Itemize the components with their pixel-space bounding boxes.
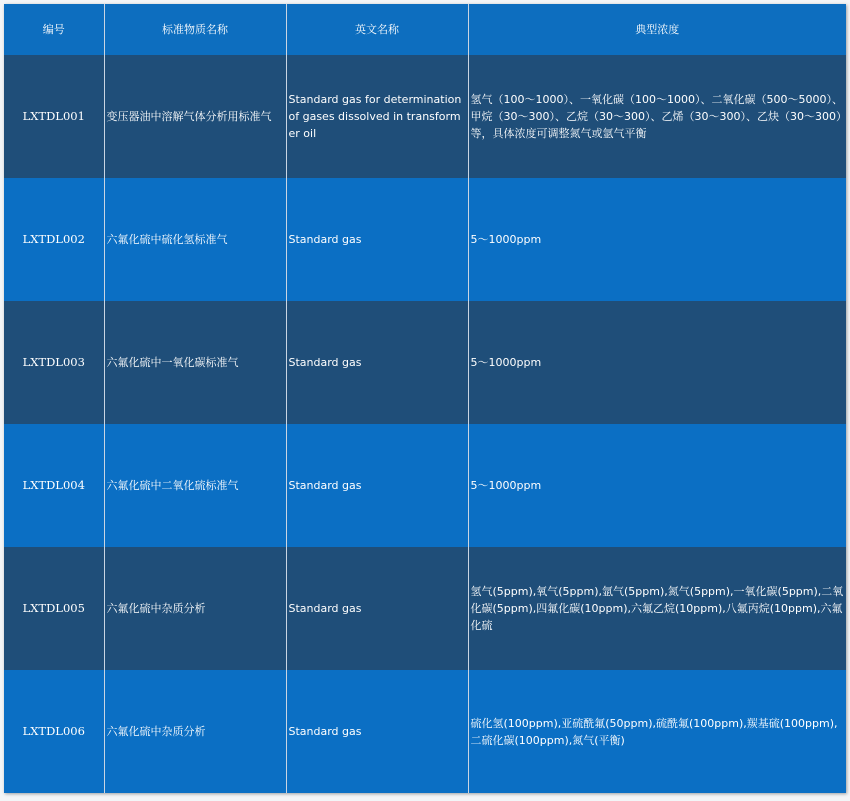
row-concentration: 5～1000ppm bbox=[468, 178, 846, 301]
row-code: LXTDL004 bbox=[4, 424, 104, 547]
row-concentration: 氢气（100～1000）、一氧化碳（100～1000）、二氧化碳（500～5000）、甲烷（30～300）、乙烷（30～300）、乙烯（30～300）、乙炔（30～300）等，具体浓度可调整氮气或氩气平衡 bbox=[468, 55, 846, 178]
row-code: LXTDL001 bbox=[4, 55, 104, 178]
table-row bbox=[4, 424, 846, 547]
row-code: LXTDL006 bbox=[4, 670, 104, 793]
row-name-en: Standard gas bbox=[286, 424, 468, 547]
row-concentration: 硫化氢(100ppm),亚硫酰氟(50ppm),硫酰氟(100ppm),羰基硫(100ppm),二硫化碳(100ppm),氮气(平衡) bbox=[468, 670, 846, 793]
row-concentration: 5～1000ppm bbox=[468, 424, 846, 547]
table-row bbox=[4, 178, 846, 301]
header-concentration: 典型浓度 bbox=[468, 4, 846, 55]
row-concentration: 氢气(5ppm),氧气(5ppm),氩气(5ppm),氮气(5ppm),一氧化碳(5ppm),二氧化碳(5ppm),四氟化碳(10ppm),六氟乙烷(10ppm),八氟丙烷(10ppm),六氟化硫 bbox=[468, 547, 846, 670]
row-name-cn: 六氟化硫中杂质分析 bbox=[104, 670, 286, 793]
row-name-cn: 六氟化硫中硫化氢标准气 bbox=[104, 178, 286, 301]
row-name-cn: 变压器油中溶解气体分析用标准气 bbox=[104, 55, 286, 178]
row-name-cn: 六氟化硫中二氧化硫标准气 bbox=[104, 424, 286, 547]
table-row bbox=[4, 670, 846, 793]
row-name-cn: 六氟化硫中杂质分析 bbox=[104, 547, 286, 670]
row-name-en: Standard gas for determination of gases dissolved in transformer oil bbox=[286, 55, 468, 178]
row-code: LXTDL003 bbox=[4, 301, 104, 424]
row-name-en: Standard gas bbox=[286, 301, 468, 424]
table-row bbox=[4, 55, 846, 178]
row-name-cn: 六氟化硫中一氧化碳标准气 bbox=[104, 301, 286, 424]
standard-gas-table bbox=[4, 4, 846, 793]
header-code: 编号 bbox=[4, 4, 104, 55]
table-row bbox=[4, 301, 846, 424]
header-name-cn: 标准物质名称 bbox=[104, 4, 286, 55]
row-name-en: Standard gas bbox=[286, 670, 468, 793]
row-name-en: Standard gas bbox=[286, 547, 468, 670]
table-header-row bbox=[4, 4, 846, 55]
row-concentration: 5～1000ppm bbox=[468, 301, 846, 424]
header-name-en: 英文名称 bbox=[286, 4, 468, 55]
table-row bbox=[4, 547, 846, 670]
row-code: LXTDL002 bbox=[4, 178, 104, 301]
row-name-en: Standard gas bbox=[286, 178, 468, 301]
row-code: LXTDL005 bbox=[4, 547, 104, 670]
